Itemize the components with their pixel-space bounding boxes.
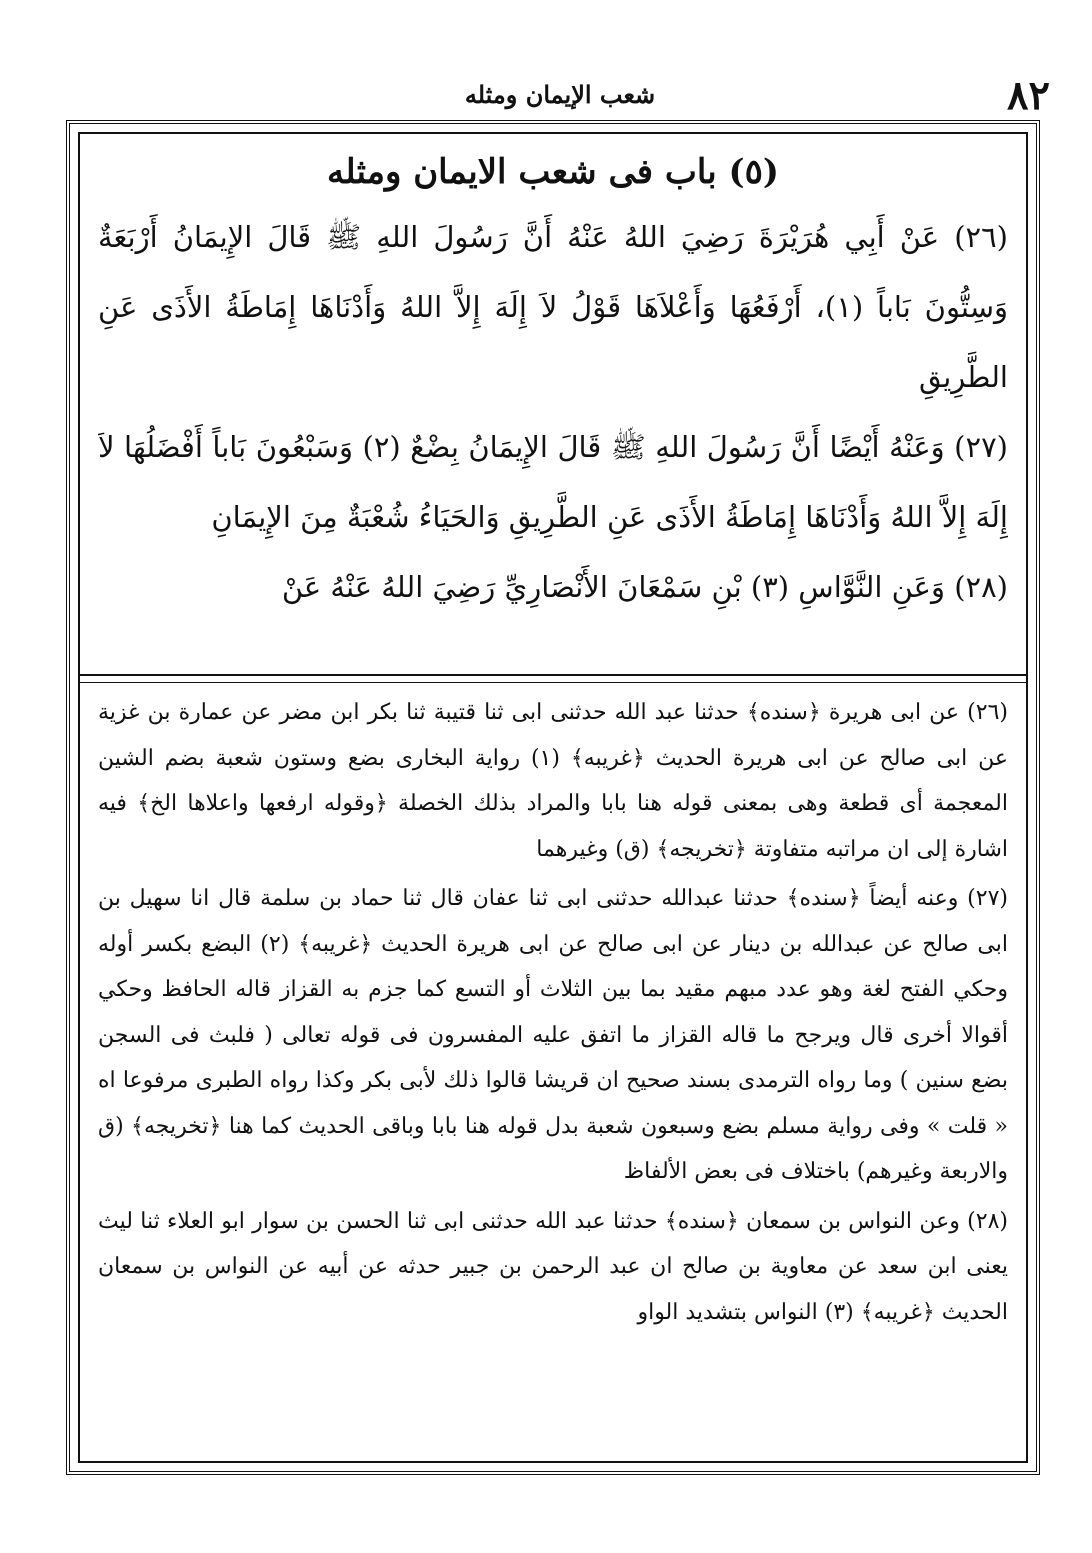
running-title: شعب الإيمان ومثله xyxy=(464,80,656,109)
page-number: ٨٢ xyxy=(1007,72,1050,119)
hadith-text-section xyxy=(98,142,1008,666)
note-27: (٢٧) وعنه أيضاً ﴿سنده﴾ حدثنا عبدالله حدثنى ابى ثنا عفان قال ثنا حماد بن سلمة قال انا سهيل بن ابى صالح عن عبدالله بن دينار عن ابى صالح عن ابى هريرة الحديث ﴿غريبه﴾ (٢) البضع بكسر أوله وحكي الفتح لغة وهو عدد مبهم مقيد بما بين الثلاث أو التسع كما جزم به القزاز قاله الحافظ وحكي أقوالا أخرى قال ويرجح ما قاله القزاز ما اتفق عليه المفسرون فى قوله تعالى ( فلبث فى السجن بضع سنين ) وما رواه الترمدى بسند صحيح ان قريشا قالوا ذلك لأبى بكر وكذا رواه الطبرى مرفوعا اه « قلت » وفى رواية مسلم بضع وسبعون شعبة بدل قوله هنا بابا وباقى الحديث كما هنا ﴿تخريجه﴾ (ق والاربعة وغيرهم) باختلاف فى بعض الألفاظ xyxy=(98,886,1008,1184)
hadith-26: (٢٦) عَنْ أَبِي هُرَيْرَةَ رَضِيَ اللهُ عَنْهُ أَنَّ رَسُولَ اللهِ ﷺ قَالَ الإِيمَانُ أَرْبَعَةٌ وَسِتُّونَ بَاباً (١)، أَرْفَعُهَا وَأَعْلاَهَا قَوْلُ لاَ إِلَهَ إِلاَّ اللهُ وَأَدْنَاهَا إِمَاطَةُ الأَذَى عَنِ الطَّرِيقِ xyxy=(98,220,1008,394)
hadith-27: (٢٧) وَعَنْهُ أَيْضًا أَنَّ رَسُولَ اللهِ ﷺ قَالَ الإِيمَانُ بِضْعٌ (٢) وَسَبْعُونَ بَاباً أَفْضَلُهَا لاَ إِلَهَ إِلاَّ اللهُ وَأَدْنَاهَا إِمَاطَةُ الأَذَى عَنِ الطَّرِيقِ وَالحَيَاءُ شُعْبَةٌ مِنَ الإِيمَانِ xyxy=(98,430,1008,534)
commentary-section xyxy=(98,690,1008,1451)
page-header xyxy=(70,72,1050,118)
inner-frame xyxy=(78,132,1028,1463)
chapter-heading: (٥) باب فى شعب الايمان ومثله xyxy=(327,152,779,192)
page-frame xyxy=(66,120,1040,1475)
note-26: (٢٦) عن ابى هريرة ﴿سنده﴾ حدثنا عبد الله حدثنى ابى ثنا قتيبة ثنا بكر ابن مضر عن عمارة بن غزية عن ابى صالح عن ابى هريرة الحديث ﴿غريبه﴾ (١) رواية البخارى بضع وستون شعبة بضم الشين المعجمة أى قطعة وهى بمعنى قوله هنا بابا والمراد بذلك الخصلة ﴿وقوله ارفعها واعلاها الخ﴾ فيه اشارة إلى ان مراتبه متفاوتة ﴿تخريجه﴾ (ق) وغيرهما xyxy=(98,700,1008,862)
note-28: (٢٨) وعن النواس بن سمعان ﴿سنده﴾ حدثنا عبد الله حدثنى ابى ثنا الحسن بن سوار ابو العلاء ثنا ليث يعنى ابن سعد عن معاوية بن صالح ان عبد الرحمن بن جبير حدثه عن أبيه عن النواس بن سمعان الحديث ﴿غريبه﴾ (٣) النواس بتشديد الواو xyxy=(98,1208,1008,1325)
hadith-28: (٢٨) وَعَنِ النَّوَّاسِ (٣) بْنِ سَمْعَانَ الأَنْصَارِيِّ رَضِيَ اللهُ عَنْهُ عَنْ xyxy=(281,570,1008,604)
section-divider xyxy=(80,674,1026,683)
